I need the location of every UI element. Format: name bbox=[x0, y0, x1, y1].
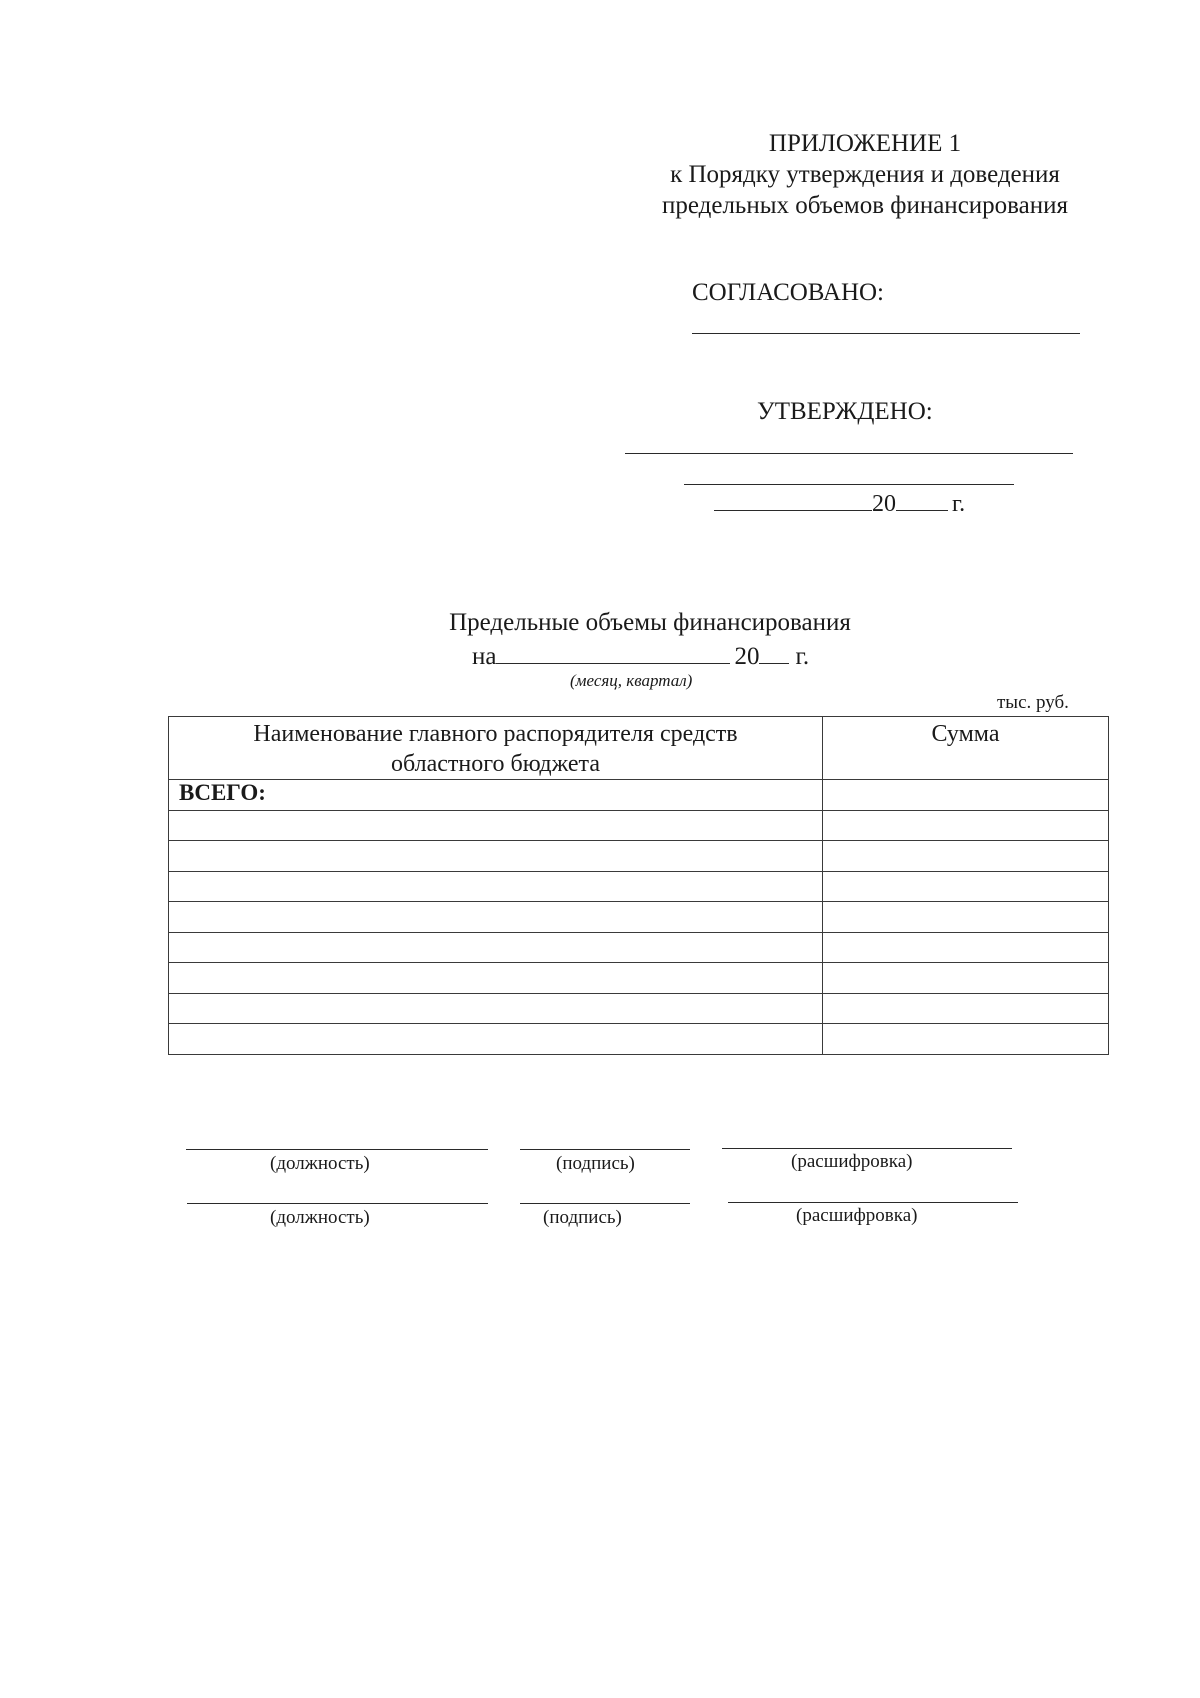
approved-date bbox=[714, 488, 965, 518]
row-sum-cell[interactable] bbox=[823, 810, 1109, 841]
row-sum-cell[interactable] bbox=[823, 932, 1109, 963]
row-sum-cell[interactable] bbox=[823, 993, 1109, 1024]
table-row bbox=[169, 841, 1109, 872]
decryption-caption-2: (расшифровка) bbox=[796, 1205, 918, 1226]
period-year-blank bbox=[759, 641, 789, 664]
row-sum-cell[interactable] bbox=[823, 841, 1109, 872]
table-row bbox=[169, 963, 1109, 994]
table-row bbox=[169, 932, 1109, 963]
period-blank bbox=[496, 641, 730, 664]
period-line bbox=[472, 641, 809, 671]
period-prefix: на bbox=[472, 643, 497, 670]
signature-caption-1: (подпись) bbox=[556, 1153, 635, 1174]
signature-line-2 bbox=[520, 1203, 690, 1204]
period-suffix: г. bbox=[795, 643, 810, 670]
appendix-title: ПРИЛОЖЕНИЕ 1 bbox=[768, 130, 962, 157]
row-sum-cell[interactable] bbox=[823, 1024, 1109, 1055]
header-name: Наименование главного распорядителя средств областного бюджета bbox=[169, 717, 823, 780]
position-caption-1: (должность) bbox=[270, 1153, 370, 1174]
table-row bbox=[169, 993, 1109, 1024]
decryption-line-1 bbox=[722, 1148, 1012, 1149]
date-year-suffix: г. bbox=[952, 491, 966, 517]
approved-line-2 bbox=[684, 484, 1014, 485]
row-name-cell[interactable] bbox=[169, 810, 823, 841]
row-sum-cell[interactable] bbox=[823, 963, 1109, 994]
date-day-month-blank bbox=[714, 488, 872, 511]
approved-label: УТВЕРЖДЕНО: bbox=[757, 398, 933, 425]
row-sum-cell[interactable] bbox=[823, 902, 1109, 933]
agreed-label: СОГЛАСОВАНО: bbox=[692, 279, 885, 306]
decryption-line-2 bbox=[728, 1202, 1018, 1203]
appendix-line-1: к Порядку утверждения и доведения bbox=[670, 161, 1060, 188]
agreed-signature-line bbox=[692, 333, 1080, 334]
table-row bbox=[169, 871, 1109, 902]
row-name-cell[interactable] bbox=[169, 1024, 823, 1055]
signature-line-1 bbox=[520, 1149, 690, 1150]
date-year-blank bbox=[896, 488, 948, 511]
total-sum-cell[interactable] bbox=[823, 780, 1109, 811]
units-label: тыс. руб. bbox=[997, 692, 1069, 713]
header-sum: Сумма bbox=[823, 717, 1109, 780]
approved-line-1 bbox=[625, 453, 1073, 454]
appendix-header bbox=[640, 128, 1090, 221]
table-row bbox=[169, 810, 1109, 841]
position-caption-2: (должность) bbox=[270, 1207, 370, 1228]
period-hint: (месяц, квартал) bbox=[570, 671, 693, 690]
row-name-cell[interactable] bbox=[169, 932, 823, 963]
row-name-cell[interactable] bbox=[169, 963, 823, 994]
position-line-1 bbox=[186, 1149, 488, 1150]
row-name-cell[interactable] bbox=[169, 871, 823, 902]
table-row bbox=[169, 1024, 1109, 1055]
budget-table bbox=[168, 716, 1109, 1055]
total-label: ВСЕГО: bbox=[169, 780, 823, 811]
table-header-row bbox=[169, 717, 1109, 780]
date-year-prefix: 20 bbox=[872, 491, 896, 517]
row-name-cell[interactable] bbox=[169, 902, 823, 933]
row-sum-cell[interactable] bbox=[823, 871, 1109, 902]
row-name-cell[interactable] bbox=[169, 993, 823, 1024]
total-row bbox=[169, 780, 1109, 811]
signature-caption-2: (подпись) bbox=[543, 1207, 622, 1228]
period-year: 20 bbox=[734, 643, 760, 670]
decryption-caption-1: (расшифровка) bbox=[791, 1151, 913, 1172]
position-line-2 bbox=[187, 1203, 488, 1204]
row-name-cell[interactable] bbox=[169, 841, 823, 872]
form-title: Предельные объемы финансирования bbox=[449, 609, 851, 636]
appendix-line-2: предельных объемов финансирования bbox=[662, 192, 1068, 219]
table-row bbox=[169, 902, 1109, 933]
